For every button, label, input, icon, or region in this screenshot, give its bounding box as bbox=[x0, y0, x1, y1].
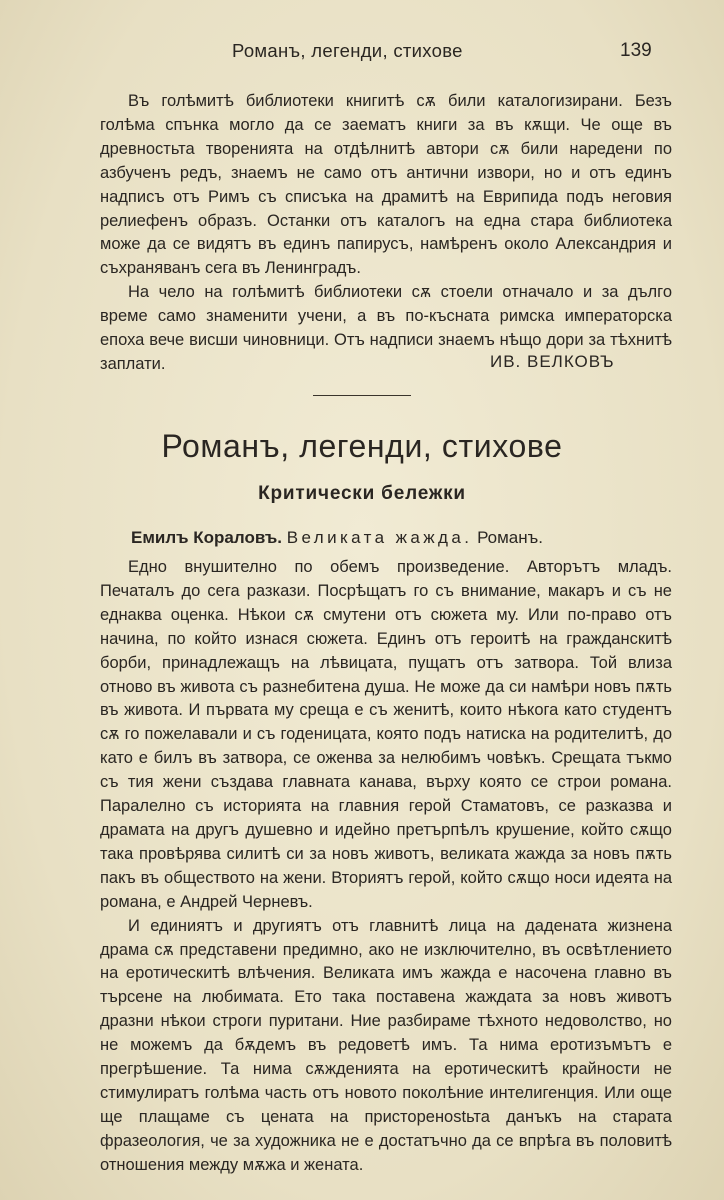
paragraph: Въ голѣмитѣ библиотеки книгитѣ сѫ били каталогизирани. Безъ голѣма спънка могло да се заематъ книги за въ кѫщи. Че още въ древностьта творенията на отдѣлнитѣ автори сѫ били наредени по азбученъ редъ, знаемъ не само отъ антични извори, но и отъ единъ надписъ отъ Римъ съ списъка на драмитѣ на Еврипида подъ неговия релиефенъ образъ. Останки отъ каталогъ на една стара библиотека може да се видятъ въ единъ папирусъ, намѣренъ около Александрия и съхраняванъ сега въ Ленинградъ. bbox=[100, 92, 672, 278]
author-signature: ИВ. ВЕЛКОВЪ bbox=[490, 352, 615, 371]
section-divider bbox=[313, 395, 411, 396]
section-subtitle: Критически бележки bbox=[258, 483, 466, 504]
review-author: Емилъ Кораловъ. bbox=[131, 528, 282, 547]
running-head: Романъ, легенди, стихове bbox=[232, 40, 463, 61]
review-text bbox=[100, 556, 672, 1178]
review-heading bbox=[131, 528, 543, 548]
paragraph: И единиятъ и другиятъ отъ главнитѣ лица на дадената жизнена драма сѫ представени предимно, ако не изключително, въ освѣтлението на еротическитѣ влѣчения. Великата имъ жажда е насочена главно въ търсене на любимата. Ето така поставена жаждата за новъ животъ дразни нѣкои строги пуритани. Ние разбираме тѣхното недоволство, но не можемъ да бѫдемъ въ редоветѣ имъ. Та нима еротизъмътъ е прегрѣшение. Та нима сѫжденията на еротическитѣ крайности не стимулиратъ голѣма часть отъ новото поколѣние интелигенция. Или още ще плащаме съ цената на присторенostьта данъкъ на старата фразеология, че за художника не е достатъчно да се впрѣга въ половитѣ отношения между мѫжа и жената. bbox=[100, 916, 672, 1174]
previous-article-text bbox=[100, 90, 672, 377]
review-work-title: Великата жажда. bbox=[286, 528, 473, 547]
review-genre: Романъ. bbox=[477, 528, 543, 547]
paragraph: На чело на голѣмитѣ библиотеки сѫ стоели отначало и за дълго време само знаменити учени, а въ по-късната римска императорска епоха вече висши чиновници. Отъ надписи знаемъ нѣщо дори за тѣхнитѣ заплати. bbox=[100, 283, 672, 373]
page-number: 139 bbox=[620, 40, 652, 61]
section-title: Романъ, легенди, стихове bbox=[161, 428, 563, 464]
paragraph: Едно внушително по обемъ произведение. Авторътъ младъ. Печаталъ до сега разкази. Посрѣщатъ го съ внимание, макаръ и съ не еднаква оценка. Нѣкои сѫ смутени отъ сюжета му. Или по-право отъ начина, по който изнася сюжета. Единъ отъ героитѣ на гражданскитѣ борби, принадлежащъ на лѣвицата, пущатъ отъ затвора. Той влиза отново въ живота съ разнебитена душа. Не може да си намѣри новъ пѫть въ живота. И първата му среща е съ женитѣ, които нѣкога като студентъ сѫ го пожелавали и съ годеницата, която подъ натиска на родителитѣ, до като е билъ въ затвора, се оженва за нелюбимъ човѣкъ. Срещата тъкмо съ тия жени създава главната канава, върху която се строи романа. Паралелно съ историята на главния герой Стаматовъ, се разказва и драмата на другъ душевно и идейно претърпѣлъ крушение, който сѫщо така провѣрява силитѣ си за новъ животъ, великата жажда за новъ пѫть пакъ въ обществото на жени. Вториятъ герой, който сѫщо носи идеята на романа, е Андрей Черневъ. bbox=[100, 558, 672, 911]
